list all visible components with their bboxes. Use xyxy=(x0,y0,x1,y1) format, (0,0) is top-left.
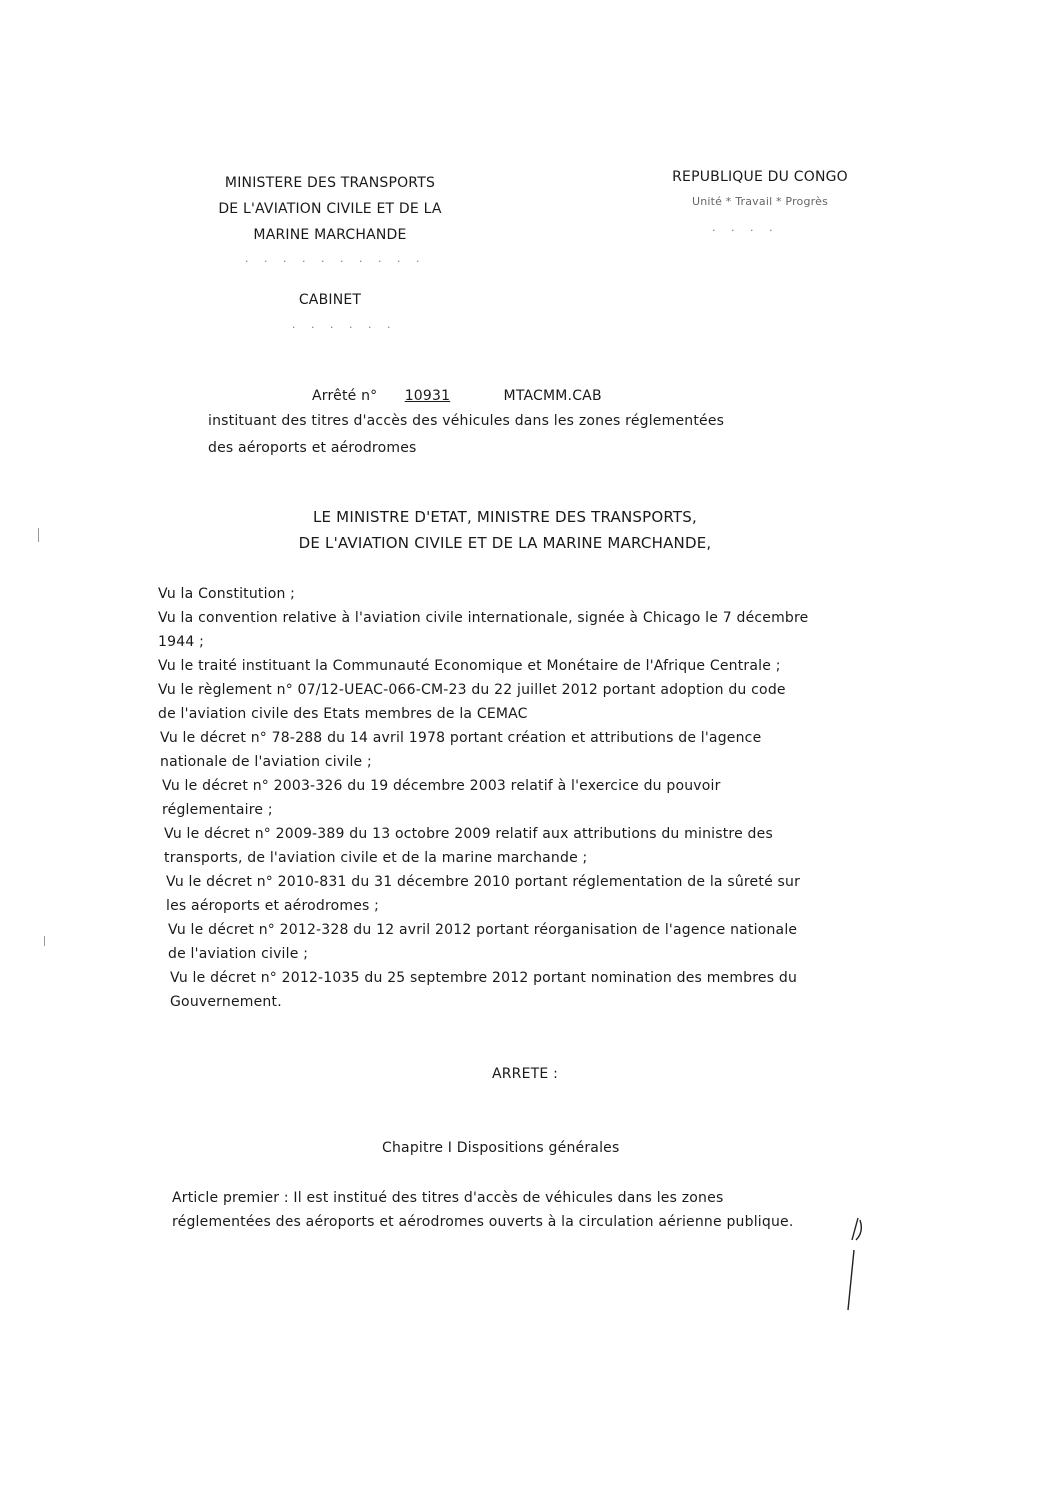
ministry-line-2: DE L'AVIATION CIVILE ET DE LA xyxy=(218,201,442,217)
republic-title: REPUBLIQUE DU CONGO xyxy=(672,169,848,185)
article-line-2: réglementées des aéroports et aérodromes ouverts à la circulation aérienne publique. xyxy=(172,1214,794,1230)
visa-line: de l'aviation civile des Etats membres de la CEMAC xyxy=(158,706,528,722)
decree-prefix: Arrêté n° xyxy=(312,388,378,404)
visa-line: Vu la convention relative à l'aviation civile internationale, signée à Chicago le 7 décembre xyxy=(158,610,809,626)
visa-line: Vu le décret n° 2010-831 du 31 décembre 2010 portant réglementation de la sûreté sur xyxy=(166,874,801,890)
visa-line: les aéroports et aérodromes ; xyxy=(166,898,380,914)
visa-line: 1944 ; xyxy=(158,634,204,650)
visa-line: nationale de l'aviation civile ; xyxy=(160,754,372,770)
decree-reference xyxy=(312,388,602,404)
republic-motto: Unité * Travail * Progrès xyxy=(691,195,829,208)
ministry-separator-dots: . . . . . . . . . . xyxy=(245,252,426,265)
decree-number: 10931 xyxy=(404,388,451,404)
visa-line: réglementaire ; xyxy=(162,802,273,818)
visa-line: Vu le décret n° 2003-326 du 19 décembre 2003 relatif à l'exercice du pouvoir xyxy=(162,778,721,794)
decree-suffix: MTACMM.CAB xyxy=(503,388,602,404)
minister-line-2: DE L'AVIATION CIVILE ET DE LA MARINE MARCHANDE, xyxy=(298,534,712,552)
arrete-heading: ARRETE : xyxy=(491,1066,559,1082)
visa-line: Vu le traité instituant la Communauté Economique et Monétaire de l'Afrique Centrale ; xyxy=(158,658,781,674)
scan-artifact xyxy=(38,528,39,542)
visa-line: Gouvernement. xyxy=(170,994,282,1010)
scan-artifact xyxy=(44,936,45,946)
chapter-heading: Chapitre I Dispositions générales xyxy=(382,1140,620,1156)
decree-title-line-1: instituant des titres d'accès des véhicules dans les zones réglementées xyxy=(208,413,725,429)
ministry-line-1: MINISTERE DES TRANSPORTS xyxy=(224,175,436,191)
visa-line: Vu le décret n° 2009-389 du 13 octobre 2009 relatif aux attributions du ministre des xyxy=(164,826,773,842)
cabinet-label: CABINET xyxy=(298,292,362,308)
visa-line: Vu le règlement n° 07/12-UEAC-066-CM-23 du 22 juillet 2012 portant adoption du code xyxy=(158,682,786,698)
paraph-signature-mark xyxy=(830,1210,880,1320)
minister-line-1: LE MINISTRE D'ETAT, MINISTRE DES TRANSPORTS, xyxy=(312,508,697,526)
visa-line: Vu le décret n° 78-288 du 14 avril 1978 portant création et attributions de l'agence xyxy=(160,730,762,746)
visa-line: Vu le décret n° 2012-1035 du 25 septembre 2012 portant nomination des membres du xyxy=(170,970,798,986)
visa-line: Vu le décret n° 2012-328 du 12 avril 2012 portant réorganisation de l'agence nationale xyxy=(168,922,798,938)
republic-separator-dots: . . . . xyxy=(712,221,779,234)
visa-line: de l'aviation civile ; xyxy=(168,946,309,962)
cabinet-separator-dots: . . . . . . xyxy=(292,318,397,331)
article-line-1: Article premier : Il est institué des titres d'accès de véhicules dans les zones xyxy=(172,1190,724,1206)
ministry-line-3: MARINE MARCHANDE xyxy=(253,227,407,243)
visa-line: Vu la Constitution ; xyxy=(158,586,296,602)
decree-title-line-2: des aéroports et aérodromes xyxy=(208,440,417,456)
visa-line: transports, de l'aviation civile et de la marine marchande ; xyxy=(164,850,588,866)
